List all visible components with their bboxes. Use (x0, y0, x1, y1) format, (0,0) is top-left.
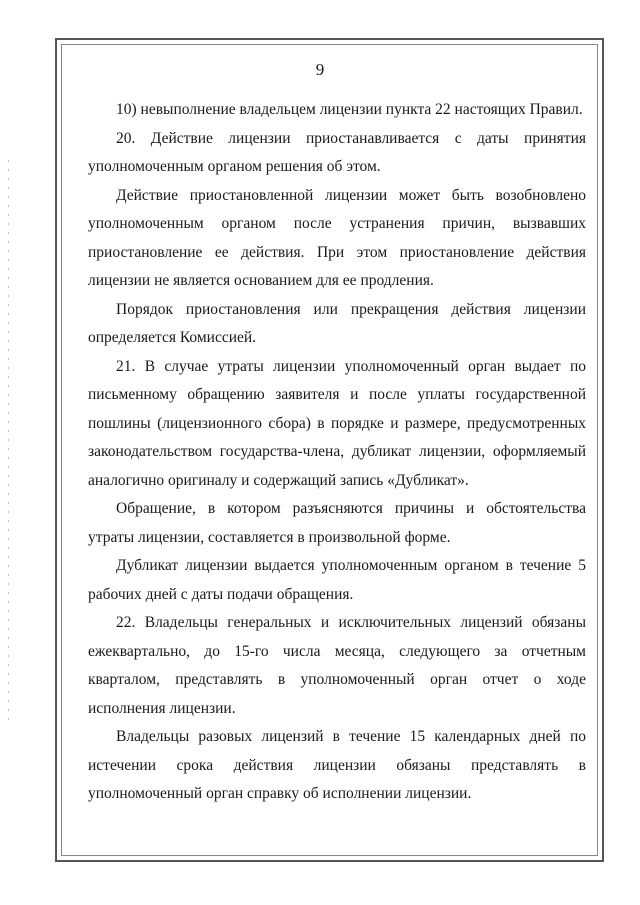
paragraph-suspension-order: Порядок приостановления или прекращения действия лицензии определяется Комиссией. (88, 300, 586, 346)
paragraph-duplicate-issue: Дубликат лицензии выдается уполномоченным органом в течение 5 рабочих дней с даты подачи обращения. (88, 557, 586, 603)
paragraph-loss-request: Обращение, в котором разъясняются причины и обстоятельства утраты лицензии, составляется в произвольной форме. (88, 500, 586, 546)
paragraph-item-10: 10) невыполнение владельцем лицензии пункта 22 настоящих Правил. (116, 101, 583, 118)
paragraph-one-time-licenses: Владельцы разовых лицензий в течение 15 календарных дней по истечении срока действия лицензии обязаны представлять в уполномоченный орган справку об исполнении лицензии. (88, 728, 586, 802)
scan-artifact-line (8, 160, 9, 720)
paragraph-clause-22: 22. Владельцы генеральных и исключительных лицензий обязаны ежеквартально, до 15-го числа месяца, следующего за отчетным кварталом, представлять в уполномоченный орган отчет о ходе исполнения лицензии. (88, 614, 586, 717)
paragraph-clause-21: 21. В случае утраты лицензии уполномоченный орган выдает по письменному обращению заявителя и после уплаты государственной пошлины (лицензионного сбора) в порядке и размере, предусмотренных законодательством государства-члена, дубликат лицензии, оформляемый аналогично оригиналу и содержащий запись «Дубликат». (88, 357, 586, 489)
paragraph-suspension-renewal: Действие приостановленной лицензии может быть возобновлено уполномоченным органом после устранения причин, вызвавших приостановление ее действия. При этом приостановление действия лицензии не является основанием для ее продления. (88, 186, 586, 289)
paragraph-clause-20: 20. Действие лицензии приостанавливается с даты принятия уполномоченным органом решения об этом. (88, 129, 586, 175)
document-body (88, 96, 586, 809)
page-number: 9 (315, 60, 325, 79)
